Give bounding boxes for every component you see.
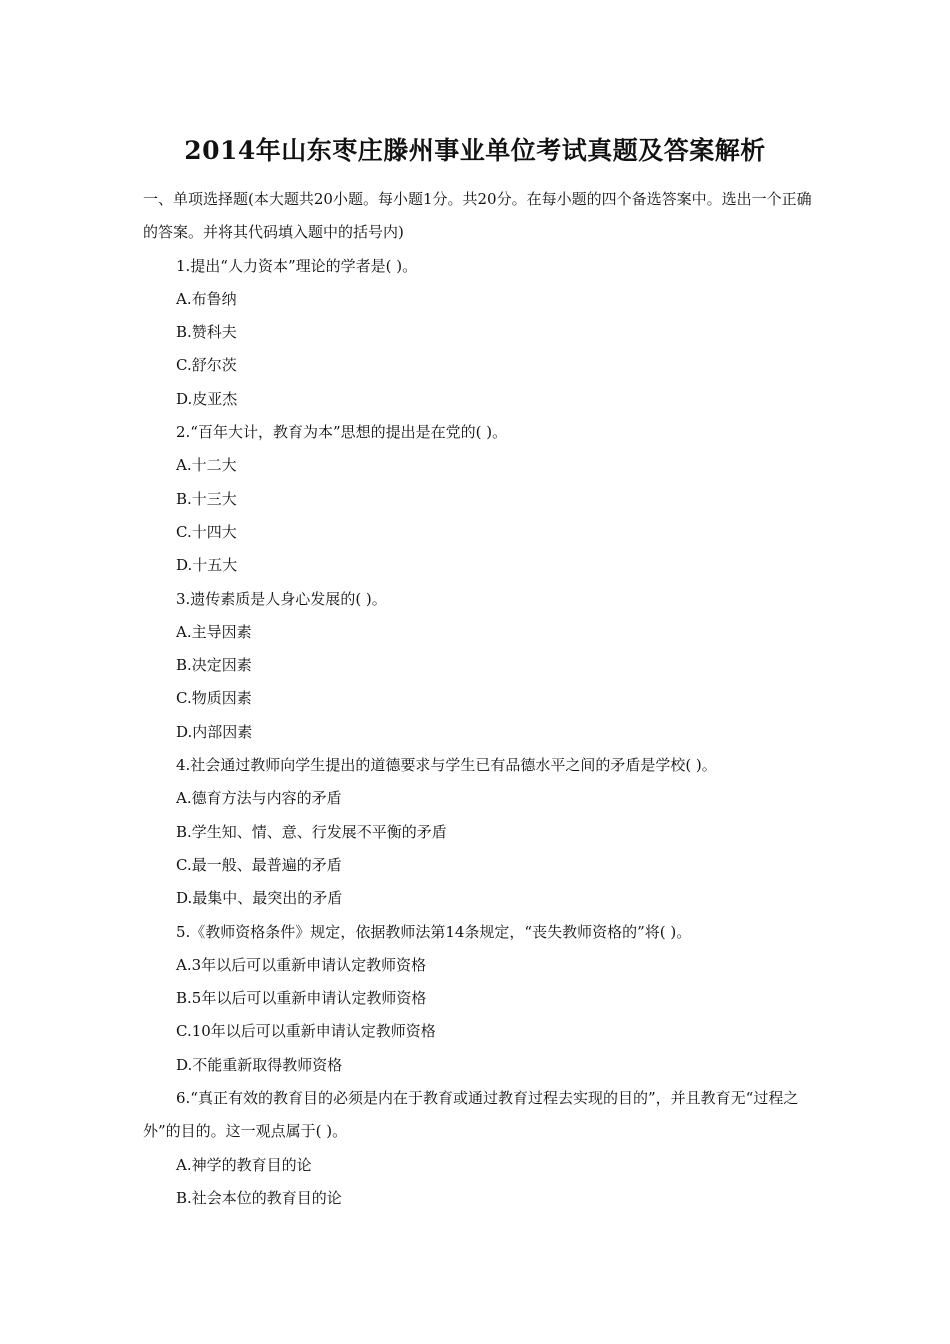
option-a: A.神学的教育目的论 bbox=[176, 1155, 312, 1174]
option-c: C.舒尔茨 bbox=[176, 356, 237, 375]
option-b: B.决定因素 bbox=[176, 656, 252, 675]
question-2 bbox=[143, 416, 813, 582]
question-stem: 1.提出“人力资本”理论的学者是( )。 bbox=[176, 256, 418, 275]
question-stem: 5.《教师资格条件》规定，依据教师法第14条规定，“丧失教师资格的”将( )。 bbox=[176, 922, 692, 941]
question-5 bbox=[143, 916, 813, 1082]
document-title: 2014年山东枣庄滕州事业单位考试真题及答案解析 bbox=[184, 136, 766, 165]
option-c: C.最一般、最普遍的矛盾 bbox=[176, 855, 342, 874]
section-header: 一、单项选择题(本大题共20小题。每小题1分。共20分。在每小题的四个备选答案中。选出一个正确的答案。并将其代码填入题中的括号内) bbox=[143, 190, 812, 242]
question-stem: 3.遗传素质是人身心发展的( )。 bbox=[176, 589, 387, 608]
option-b: B.学生知、情、意、行发展不平衡的矛盾 bbox=[176, 822, 447, 841]
option-c: C.物质因素 bbox=[176, 689, 252, 708]
question-4 bbox=[143, 749, 813, 915]
question-stem: 6.“真正有效的教育目的必须是内在于教育或通过教育过程去实现的目的”，并且教育无“过程之外”的目的。这一观点属于( )。 bbox=[143, 1089, 799, 1141]
question-3 bbox=[143, 583, 813, 749]
option-b: B.5年以后可以重新申请认定教师资格 bbox=[176, 989, 427, 1008]
option-b: B.社会本位的教育目的论 bbox=[176, 1188, 342, 1207]
option-a: A.十二大 bbox=[176, 456, 237, 475]
question-6 bbox=[143, 1082, 813, 1215]
option-b: B.赞科夫 bbox=[176, 323, 237, 342]
question-1 bbox=[143, 250, 813, 416]
document-body bbox=[143, 183, 813, 1215]
option-d: D.皮亚杰 bbox=[176, 389, 238, 408]
question-stem: 4.社会通过教师向学生提出的道德要求与学生已有品德水平之间的矛盾是学校( )。 bbox=[176, 756, 717, 775]
option-a: A.主导因素 bbox=[176, 622, 252, 641]
option-d: D.十五大 bbox=[176, 556, 238, 575]
option-c: C.10年以后可以重新申请认定教师资格 bbox=[176, 1022, 436, 1041]
question-stem: 2.“百年大计，教育为本”思想的提出是在党的( )。 bbox=[176, 423, 508, 442]
option-a: A.3年以后可以重新申请认定教师资格 bbox=[176, 955, 427, 974]
option-d: D.内部因素 bbox=[176, 722, 253, 741]
option-c: C.十四大 bbox=[176, 522, 237, 541]
option-d: D.最集中、最突出的矛盾 bbox=[176, 889, 343, 908]
option-a: A.德育方法与内容的矛盾 bbox=[176, 789, 342, 808]
option-d: D.不能重新取得教师资格 bbox=[176, 1055, 343, 1074]
option-b: B.十三大 bbox=[176, 489, 237, 508]
option-a: A.布鲁纳 bbox=[176, 289, 237, 308]
